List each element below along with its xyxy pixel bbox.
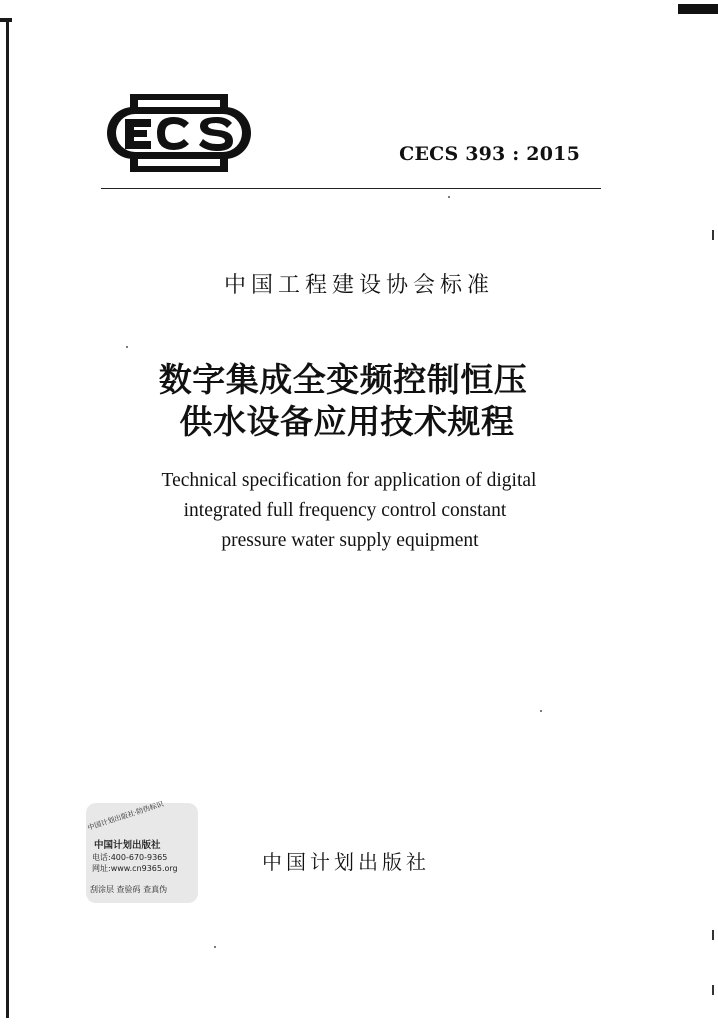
publisher-name: 中国计划出版社 bbox=[262, 850, 430, 874]
title-zh-line-1: 数字集成全变频控制恒压 bbox=[158, 360, 528, 399]
scan-speck bbox=[214, 946, 216, 948]
scan-left-tick bbox=[0, 18, 12, 22]
anti-counterfeit-seal bbox=[78, 797, 204, 909]
title-zh-line-2: 供水设备应用技术规程 bbox=[179, 402, 515, 441]
scan-speck bbox=[540, 710, 542, 712]
scan-corner-mark bbox=[678, 4, 718, 14]
standard-code: CECS 393 : 2015 bbox=[399, 143, 580, 165]
scan-right-dash bbox=[712, 985, 714, 995]
title-en-line-3: pressure water supply equipment bbox=[221, 530, 479, 551]
issuer-title: 中国工程建设协会标准 bbox=[223, 273, 494, 298]
seal-website: 网址:www.cn9365.org bbox=[92, 864, 178, 873]
seal-scratch-instruction: 刮涂层 查验码 查真伪 bbox=[90, 885, 168, 894]
scan-right-dash bbox=[712, 230, 714, 240]
scan-right-dash bbox=[712, 930, 714, 940]
seal-phone: 电话:400-670-9365 bbox=[92, 853, 168, 862]
header-divider bbox=[101, 188, 601, 189]
scan-speck bbox=[126, 346, 128, 348]
seal-publisher-name: 中国计划出版社 bbox=[94, 840, 161, 851]
title-en-line-2: integrated full frequency control constant bbox=[183, 500, 507, 521]
seal-arc-text: 中国计划出版社·防伪标识 bbox=[86, 799, 165, 833]
ecs-logo bbox=[103, 93, 255, 173]
scan-speck bbox=[448, 196, 450, 198]
title-en-line-1: Technical specification for application of digital bbox=[161, 470, 537, 491]
